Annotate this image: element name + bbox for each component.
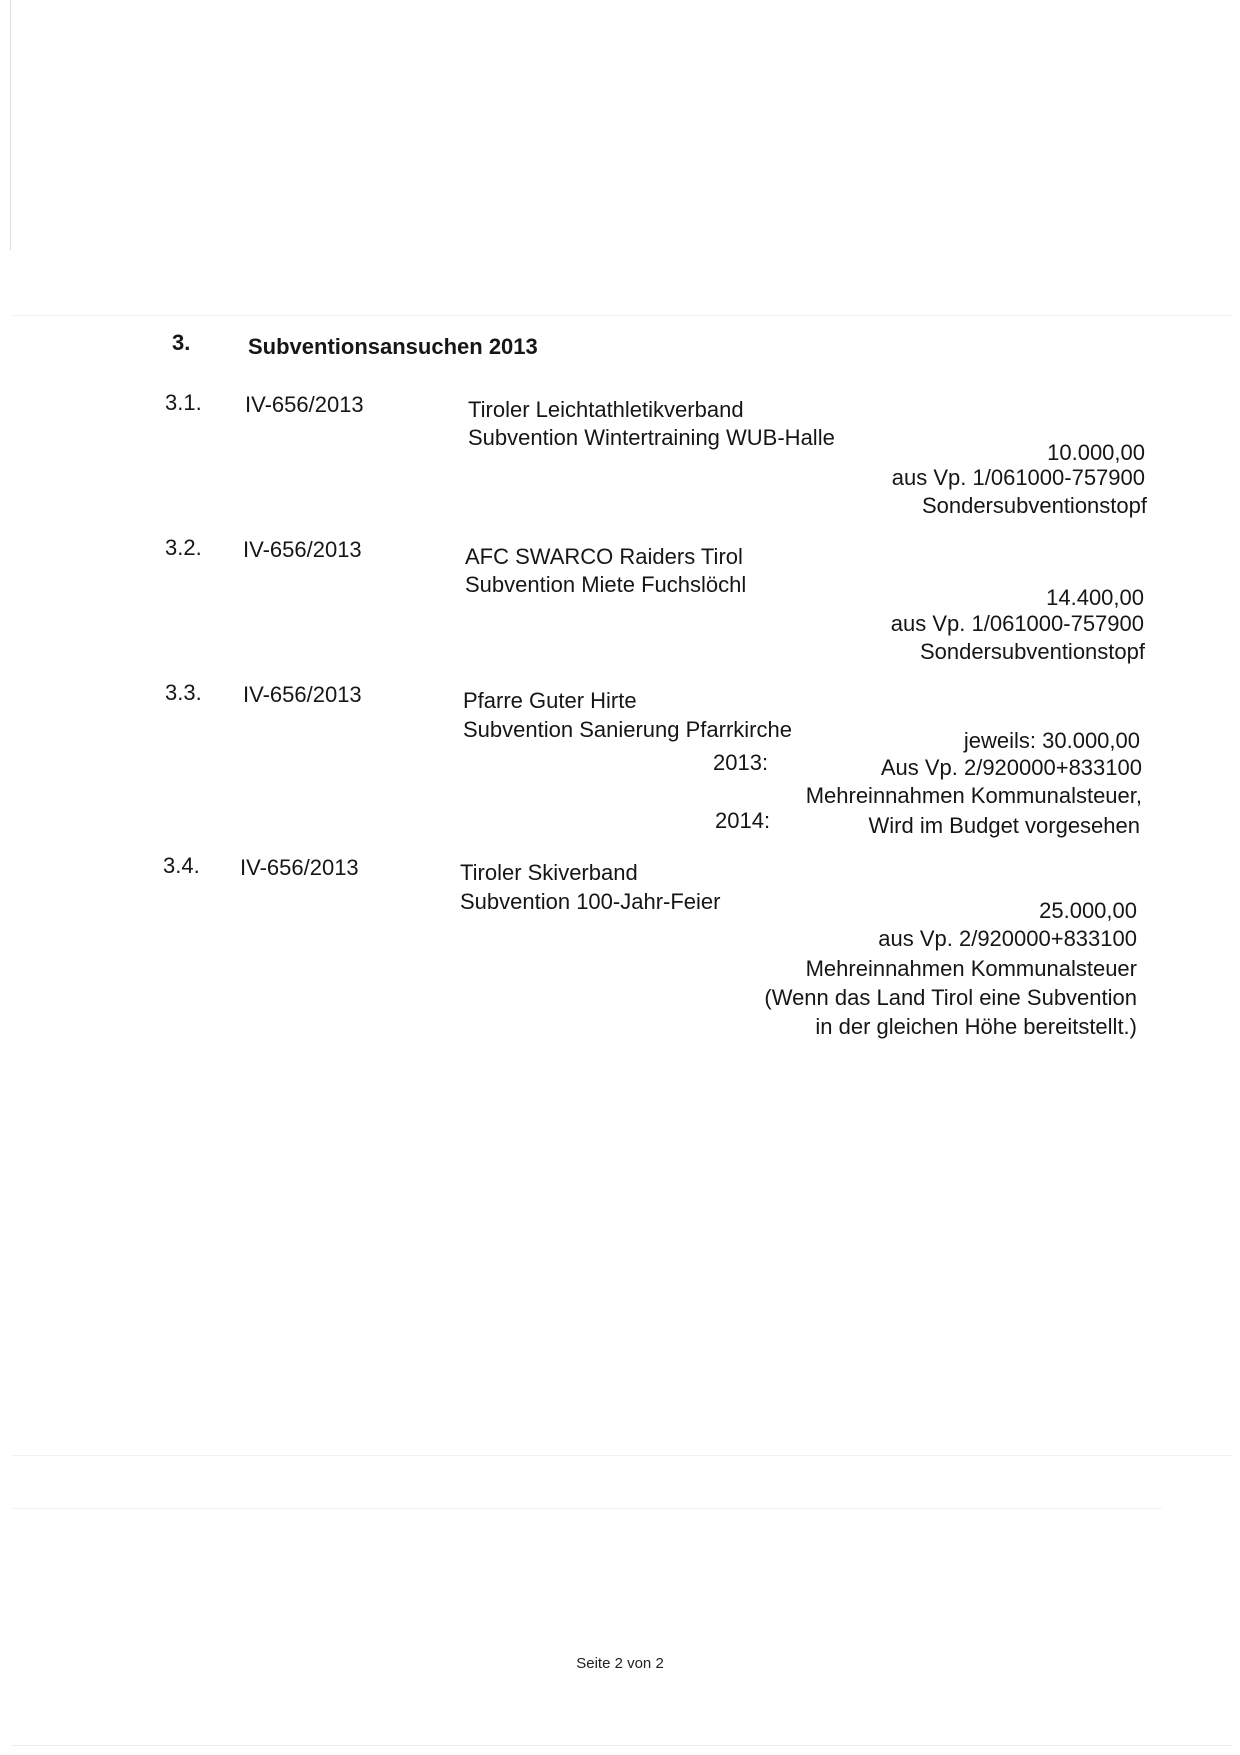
section-title: Subventionsansuchen 2013	[248, 334, 538, 359]
scan-line	[12, 315, 1232, 316]
item-number: 3.2.	[165, 535, 202, 560]
item-purpose: Subvention Wintertraining WUB-Halle	[468, 425, 835, 450]
item-number: 3.4.	[163, 853, 200, 878]
item-purpose: Subvention 100-Jahr-Feier	[460, 889, 721, 914]
item-recipient: AFC SWARCO Raiders Tirol	[465, 544, 743, 569]
scan-line	[12, 1745, 1232, 1746]
item-recipient: Pfarre Guter Hirte	[463, 688, 637, 713]
item-source: aus Vp. 1/061000-757900	[890, 611, 1144, 636]
item-budget-note: Wird im Budget vorgesehen	[868, 813, 1140, 838]
item-source: aus Vp. 2/920000+833100	[878, 926, 1137, 951]
item-condition-line: (Wenn das Land Tirol eine Subvention	[764, 985, 1137, 1010]
item-number: 3.1.	[165, 390, 202, 415]
item-reference: IV-656/2013	[240, 855, 359, 880]
item-amount: jeweils: 30.000,00	[963, 728, 1140, 753]
item-purpose: Subvention Miete Fuchslöchl	[465, 572, 747, 597]
scan-line	[12, 1455, 1232, 1456]
item-recipient: Tiroler Skiverband	[460, 860, 638, 885]
item-amount: 25.000,00	[1039, 898, 1137, 923]
item-amount: 14.400,00	[1046, 585, 1144, 610]
item-reference: IV-656/2013	[245, 392, 364, 417]
item-year-2013: 2013:	[713, 750, 769, 775]
item-reference: IV-656/2013	[243, 682, 362, 707]
item-source: Aus Vp. 2/920000+833100	[880, 755, 1142, 780]
item-reference: IV-656/2013	[243, 537, 362, 562]
item-condition-line: in der gleichen Höhe bereitstellt.)	[815, 1014, 1137, 1039]
item-source-note: Mehreinnahmen Kommunalsteuer,	[805, 783, 1142, 808]
item-source-note: Sondersubventionstopf	[919, 639, 1145, 664]
item-source-note: Mehreinnahmen Kommunalsteuer	[805, 956, 1137, 981]
item-source-note: Sondersubventionstopf	[921, 493, 1147, 518]
item-purpose: Subvention Sanierung Pfarrkirche	[463, 717, 792, 742]
page-number: Seite 2 von 2	[576, 1655, 664, 1672]
item-number: 3.3.	[165, 680, 202, 705]
scan-line	[12, 1508, 1162, 1509]
item-year-2014: 2014:	[715, 808, 771, 833]
section-number: 3.	[172, 330, 191, 355]
item-source: aus Vp. 1/061000-757900	[891, 465, 1145, 490]
item-amount: 10.000,00	[1047, 440, 1145, 465]
item-recipient: Tiroler Leichtathletikverband	[468, 397, 744, 422]
page-edge-line	[10, 0, 11, 250]
